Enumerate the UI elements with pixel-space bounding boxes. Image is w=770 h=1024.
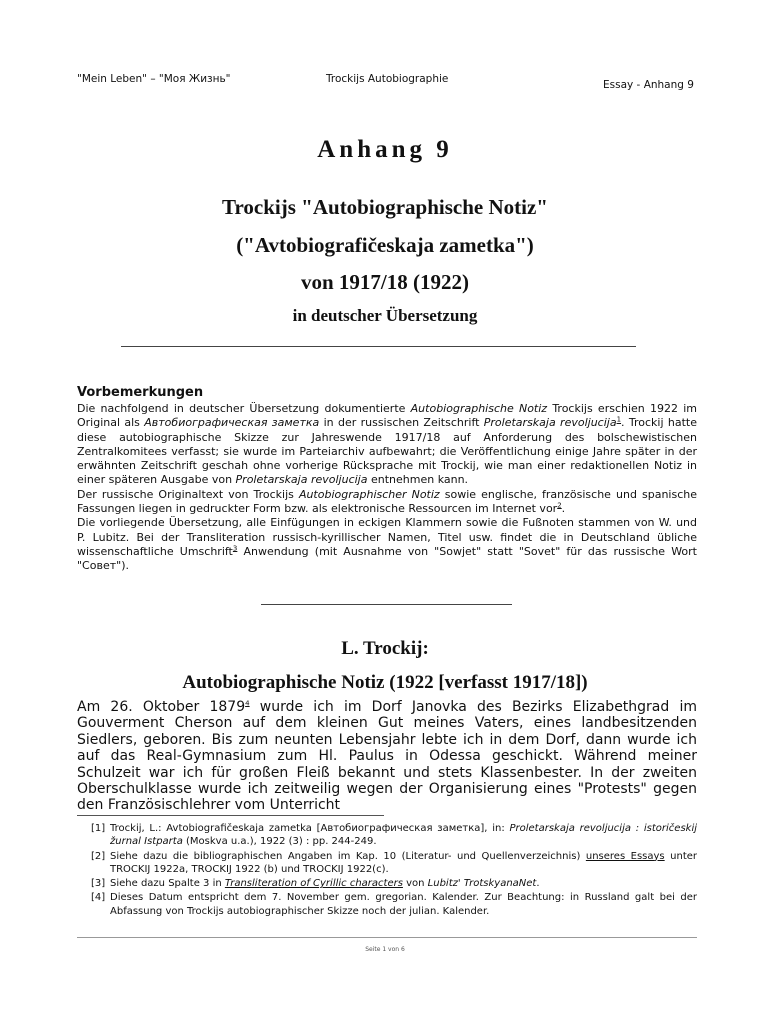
title-line-3: von 1917/18 (1922) [301,270,469,294]
preface-text [77,402,697,574]
header-right: Essay - Anhang 9 [603,79,694,91]
footnote-ref-2[interactable]: 2 [557,501,562,510]
footnote-text [110,850,697,877]
title-line-1: Trockijs "Autobiographische Notiz" [222,195,548,219]
text-run: Anwendung (mit Ausnahme von "Sowjet" statt "Sovet" für das russische Wort "Совет"). [77,544,697,573]
footnote-number[interactable]: [1] [91,823,106,834]
title-line-2: ("Avtobiografičeskaja zametka") [236,233,534,257]
body-paragraph [77,699,697,814]
text-run: entnehmen kann. [367,473,469,487]
italic-term: Proletarskaja revoljucija : istoričeskij žurnal Istparta [110,823,697,848]
footnote-text: Dieses Datum entspricht dem 7. November gem. gregorian. Kalender. Zur Beachtung: in Russland galt bei der Abfassung von Trockijs autobiographischer Skizze noch der julian. Kalender. [110,892,697,917]
italic-term: Proletarskaja revoljucija [235,473,368,487]
text-run: Trockijs erschien 1922 im Original als [77,402,697,430]
text-run: von [402,878,428,890]
section-divider [261,604,512,605]
preface-heading: Vorbemerkungen [77,385,204,400]
text-run: Siehe dazu Spalte 3 in [110,878,225,890]
text-run: Die vorliegende Übersetzung, alle Einfügungen in eckigen Klammern sowie die Fußnoten stammen von W. und P. Lubitz. Bei der Transliteration russisch-kyrillischer Namen, Titel usw. findet die in Deutschland übliche wissenschaftliche Umschrift [77,516,697,558]
footnote-ref-1[interactable]: 1 [616,415,622,424]
text-run: (Moskva u.a.), 1922 (3) : pp. 244-249. [182,836,377,848]
text-run: Der russische Originaltext von Trockijs [77,487,299,501]
text-run: in der russischen Zeitschrift [319,416,484,430]
section-author: L. Trockij: [341,638,429,659]
text-run: . [536,878,540,890]
footnotes [91,822,697,919]
page-number: Seite 1 von 6 [365,946,405,953]
text-run: Siehe dazu die bibliographischen Angaben im Kap. 10 (Literatur- und Quellenverzeichnis) [110,850,586,862]
header-center: Trockijs Autobiographie [326,73,449,85]
footnote-2 [91,850,697,877]
footnote-separator [77,815,384,816]
text-run: sowie englische, französische und spanische Fassungen liegen in gedruckter Form bzw. als elektronische Ressourcen im Internet vor [77,487,697,516]
footnote-text [110,877,697,890]
italic-term: Автобиографическая заметка [144,416,320,430]
footnote-ref-3[interactable]: 3 [232,544,238,553]
footnote-3 [91,877,697,890]
text-run: . Trockij hatte diese autobiographische Skizze zur Jahreswende 1917/18 auf Anforderung des bolschewistischen Zentralkomitees verfasst; sie wurde im Parteiarchiv aufbewahrt; die Veröffentlichung einige Jahre später in der erwähnten Zeitschrift geschah ohne vorherige Rücksprache mit Trockij, wie man einer redaktionellen Notiz in einer späteren Ausgabe von [77,416,697,487]
footnote-4 [91,891,697,918]
preface-paragraph-1 [77,402,697,488]
title-divider [121,346,636,347]
footnote-text [110,822,697,849]
italic-term: Lubitz' TrotskyanaNet [427,878,537,890]
text-run: Trockij, L.: Avtobiografičeskaja zametka [Автобиографическая заметка], in: [110,823,510,834]
section-title: Autobiographische Notiz (1922 [verfasst 1917/18]) [182,672,588,693]
appendix-heading: Anhang 9 [317,136,453,163]
text-run: unter TROCKIJ 1922a, TROCKIJ 1922 (b) und TROCKIJ 1922(c). [110,850,698,875]
text-run: . [561,502,566,516]
footnote-number[interactable]: [2] [91,850,106,862]
footnote-ref-4[interactable]: 4 [245,699,250,708]
italic-term: Autobiographische Notiz [410,402,548,415]
text-run: Die nachfolgend in deutscher Übersetzung dokumentierte [77,402,411,415]
italic-term: Proletarskaja revoljucija [483,416,617,430]
title-line-4: in deutscher Übersetzung [292,306,478,325]
text-run: Am 26. Oktober 1879 [77,699,246,715]
preface-paragraph-3 [77,516,697,573]
essay-link[interactable]: unseres Essays [585,850,665,862]
transliteration-link[interactable]: Transliteration of Cyrillic characters [224,878,403,890]
footnote-number[interactable]: [4] [91,892,106,904]
italic-term: Autobiographischer Notiz [298,487,440,501]
header-left: "Mein Leben" – "Моя Жизнь" [77,73,231,85]
footnote-1 [91,822,697,849]
text-run: wurde ich im Dorf Janovka des Bezirks Elizabethgrad im Gouverment Cherson auf dem kleinen Gut meines Vaters, eines landbesitzenden Siedlers, geboren. Bis zum neunten Lebensjahr lebte ich in dem Dorf, dann wurde ich auf das Real-Gymnasium zum Hl. Paulus in Odessa geschickt. Während meiner Schulzeit war ich für großen Fleiß bekannt und stets Klassenbester. In der zweiten Oberschulklasse wurde ich zeitweilig wegen der Organisierung eines "Protests" gegen den Französischlehrer vom Unterricht [77,699,697,814]
preface-paragraph-2 [77,488,697,517]
footnote-number[interactable]: [3] [91,878,106,890]
footer-divider [77,937,697,938]
